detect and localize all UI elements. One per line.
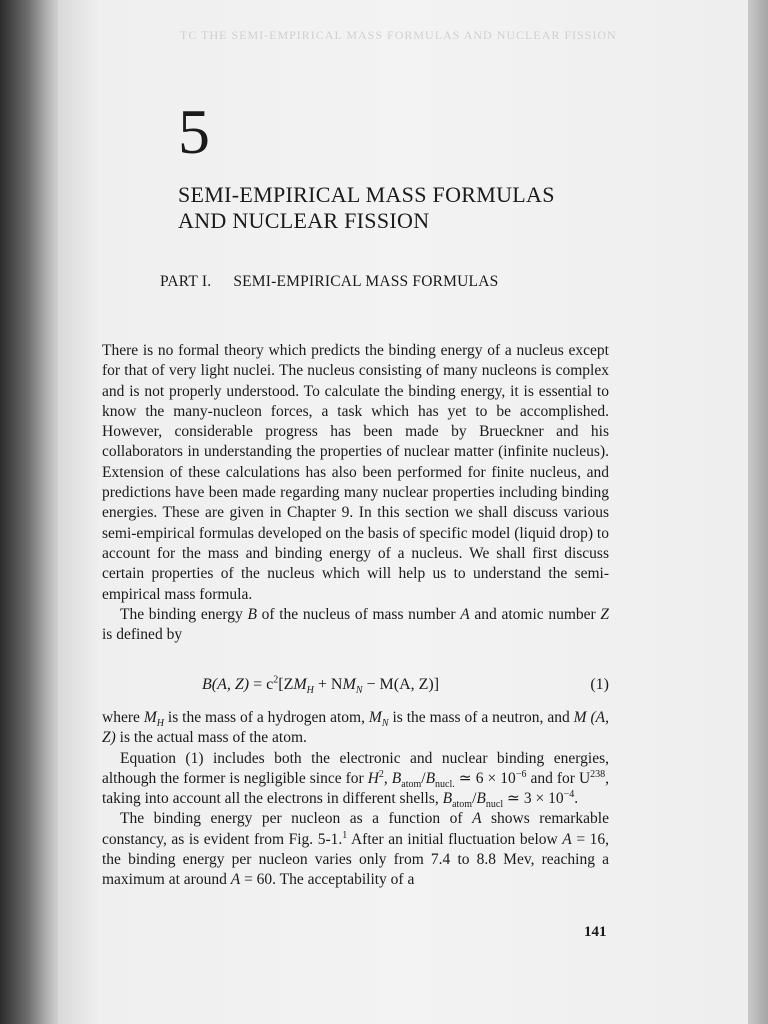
text-run: . [574, 790, 579, 808]
text-run: Equation (1) includes both the electronic and nuclear binding energies, although the former is negligible since for [102, 749, 609, 787]
footnote-marker: 1 [342, 829, 348, 841]
book-spine-shadow [0, 0, 62, 1024]
text-run: is defined by [102, 626, 183, 644]
body-text-top [102, 341, 609, 645]
text-run: where [102, 709, 144, 726]
text-run: ≃ 6 × 10 [454, 769, 516, 787]
text-run: / [472, 790, 477, 808]
subscript: nucl. [435, 778, 455, 790]
paragraph-5 [102, 809, 609, 890]
eq-part: M [342, 676, 356, 693]
text-run: / [421, 769, 426, 787]
text-run: is the mass of a hydrogen atom, [163, 709, 369, 726]
paragraph-1: There is no formal theory which predicts the binding energy of a nucleus except for that of very light nuclei. The nucleus consisting of many nucleons is complex and is not properly understood. To calculate the binding energy, it is essential to know the many-nucleon forces, a task which has yet to be accomplished. However, considerable progress has been made by Brueckner and his collaborators in understanding the properties of nuclear matter (infinite nucleus). Extension of these calculations has also been performed for finite nucleus, and predictions have been made regarding many nuclear properties including binding energies. These are given in Chapter 9. In this section we shall discuss various semi-empirical formulas developed on the basis of specific model (liquid drop) to account for the mass and binding energy of a nucleus. We shall first discuss certain properties of the nucleus which will help us to understand the semi-empirical mass formula. [102, 342, 609, 603]
chapter-title-line-1: SEMI-EMPIRICAL MASS FORMULAS [178, 182, 555, 207]
subscript: atom [452, 799, 473, 811]
text-run: is the mass of a neutron, and [388, 709, 574, 726]
page-edge [748, 0, 768, 1024]
equation-1 [102, 676, 609, 698]
superscript: −6 [515, 768, 527, 780]
superscript: 238 [590, 768, 606, 780]
text-run: , taking into account all the electrons in different shells, [102, 769, 610, 808]
chapter-title [178, 182, 555, 234]
part-label: PART I. [160, 273, 212, 290]
paragraph-2 [102, 605, 609, 646]
text-run: and for U [526, 769, 591, 787]
eq-part: = c [249, 676, 274, 693]
eq-part: − M(A, Z)] [362, 676, 440, 693]
superscript: −4 [563, 789, 575, 801]
symbol-M: M [368, 709, 382, 726]
symbol-MAZ: M (A, Z) [102, 709, 610, 747]
subscript: N [381, 718, 389, 730]
chapter-title-line-2: AND NUCLEAR FISSION [178, 208, 430, 233]
chapter-number: 5 [178, 96, 210, 167]
eq-lhs: B(A, Z) [202, 676, 250, 693]
symbol-B: B [247, 605, 257, 623]
symbol-M: M [143, 709, 157, 726]
text-run: shows remarkable constancy, as is evident from Fig. 5-1. [102, 810, 609, 848]
symbol-H: H [367, 769, 379, 787]
symbol-A: A [472, 810, 482, 828]
symbol-A: A [230, 871, 241, 889]
text-run: , [383, 769, 392, 787]
eq-sup: 2 [273, 674, 279, 686]
subscript: atom [401, 778, 422, 790]
eq-part: [Z [278, 676, 294, 693]
text-run: After an initial fluctuation below [347, 830, 563, 848]
equation-body [202, 674, 440, 697]
eq-sub: N [355, 685, 363, 697]
eq-part: M [293, 676, 307, 693]
text-run: ≃ 3 × 10 [503, 790, 564, 808]
bleed-through-header: TC THE SEMI-EMPIRICAL MASS FORMULAS AND NUCLEAR FISSION [180, 28, 617, 42]
body-text-bottom [102, 708, 609, 891]
superscript: 2 [378, 768, 384, 780]
eq-part: + N [313, 676, 343, 693]
symbol-B: B [425, 769, 436, 787]
page-number: 141 [584, 924, 607, 940]
symbol-Z: Z [600, 605, 609, 623]
symbol-A: A [562, 830, 572, 848]
part-heading [160, 273, 498, 291]
text-run: is the actual mass of the atom. [115, 729, 307, 747]
text-run: The binding energy [120, 605, 248, 623]
symbol-B: B [476, 790, 486, 808]
symbol-A: A [460, 605, 470, 623]
text-run: = 16, the binding energy per nucleon varies only from 7.4 to 8.8 Mev, reaching a maximum at around [102, 830, 609, 889]
part-title: SEMI-EMPIRICAL MASS FORMULAS [233, 273, 499, 290]
eq-sub: H [306, 685, 314, 697]
text-run: of the nucleus of mass number [256, 605, 461, 623]
equation-number: (1) [590, 676, 609, 693]
paragraph-4 [102, 749, 609, 810]
paragraph-3 [102, 708, 609, 749]
subscript: H [156, 718, 164, 730]
text-run: The binding energy per nucleon as a function of [120, 810, 473, 828]
symbol-B: B [391, 769, 402, 787]
symbol-B: B [442, 790, 453, 808]
text-run: = 60. The acceptability of a [240, 871, 415, 889]
text-run: and atomic number [469, 605, 601, 623]
subscript: nucl [485, 799, 504, 811]
